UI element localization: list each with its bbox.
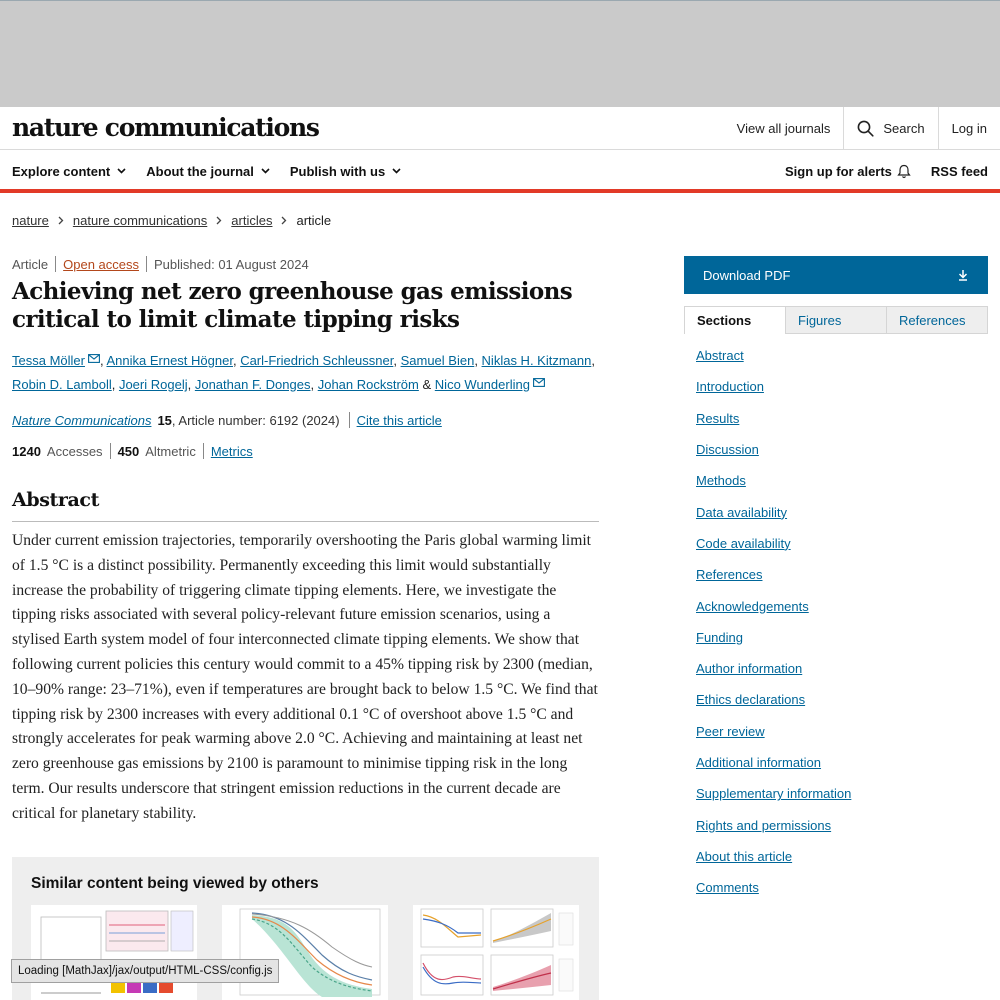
section-link-ethics-declarations[interactable] xyxy=(696,684,851,715)
cite-article-link[interactable]: Cite this article xyxy=(356,412,442,428)
section-link-introduction[interactable] xyxy=(696,371,851,402)
similar-article-thumbnail[interactable] xyxy=(222,905,388,1000)
download-pdf-label: Download PDF xyxy=(703,267,791,283)
article-meta xyxy=(12,255,309,273)
article-type: Article xyxy=(12,256,49,272)
section-link-additional-information[interactable] xyxy=(696,747,851,778)
published-date: Published: 01 August 2024 xyxy=(154,256,309,272)
section-link-label: Data availability xyxy=(696,504,788,520)
mail-icon[interactable] xyxy=(88,354,100,363)
abstract-text: Under current emission trajectories, temporarily overshooting the Paris global warming limit of 1.5 °C is a distinct possibility. Permanently exceeding this limit would substantially increase the probability of triggering climate tipping elements. Here, we investigate the tipping risks associated with several policy-relevant future emission scenarios, using a stylised Earth system model of four interconnected climate tipping elements. We show that following current policies this century would commit to a 45% tipping risk by 2300 (median, 10–90% range: 23–71%), even if temperatures are brought back to below 1.5 °C. We find that tipping risk by 2300 increases with every additional 0.1 °C of overshoot above 1.5 °C and strongly accelerates for peak warming above 2.0 °C. Achieving and maintaining at least net zero greenhouse gas emissions by 2100 is paramount to minimise tipping risk in the long term. Our results underscore that stringent emission reductions in the current decade are critical for planetary stability. xyxy=(12,532,598,822)
divider xyxy=(110,443,111,459)
section-link-label: Author information xyxy=(696,661,803,677)
author-link[interactable]: Carl-Friedrich Schleussner xyxy=(240,353,394,368)
journal-logo[interactable]: nature communications xyxy=(12,113,319,142)
author-link[interactable]: Nico Wunderling xyxy=(434,377,530,392)
view-all-journals-link[interactable]: View all journals xyxy=(736,120,831,136)
sidebar-tabs xyxy=(684,306,988,334)
altmetric-label: Altmetric xyxy=(145,443,196,459)
author-link[interactable]: Samuel Bien xyxy=(400,353,475,368)
divider xyxy=(349,412,350,428)
chevron-down-icon xyxy=(392,168,401,174)
breadcrumb-nature[interactable]: nature xyxy=(12,212,49,228)
author-link[interactable]: Annika Ernest Högner xyxy=(106,353,233,368)
section-link-comments[interactable] xyxy=(696,872,851,903)
tab-figures[interactable]: Figures xyxy=(786,306,887,334)
figure-thumbnail-image xyxy=(413,905,579,1000)
breadcrumb xyxy=(12,210,331,230)
breadcrumb-articles[interactable]: articles xyxy=(231,212,273,228)
download-icon xyxy=(958,269,968,281)
abstract-heading: Abstract xyxy=(12,489,599,522)
metrics-link[interactable]: Metrics xyxy=(210,443,253,459)
section-link-author-information[interactable] xyxy=(696,653,851,684)
section-link-references[interactable] xyxy=(696,559,851,590)
open-access-link[interactable]: Open access xyxy=(63,256,139,272)
section-link-rights-and-permissions[interactable] xyxy=(696,809,851,840)
section-link-label: Additional information xyxy=(696,755,822,770)
breadcrumb-current: article xyxy=(296,212,332,228)
article-title: Achieving net zero greenhouse gas emissions critical to limit climate tipping risks xyxy=(12,278,573,333)
section-link-label: Comments xyxy=(696,880,759,896)
altmetric-count: 450 xyxy=(117,443,140,459)
chevron-right-icon xyxy=(281,216,287,225)
section-link-funding[interactable] xyxy=(696,622,851,653)
chevron-down-icon xyxy=(261,168,270,174)
sign-up-alerts-link[interactable] xyxy=(785,164,911,179)
section-link-label: Code availability xyxy=(696,535,791,551)
section-link-label: Methods xyxy=(696,473,746,489)
main-navigation xyxy=(0,150,1000,193)
citation-line xyxy=(12,410,442,430)
mail-icon[interactable] xyxy=(533,378,545,387)
sign-up-alerts-label: Sign up for alerts xyxy=(785,163,892,179)
author-link[interactable]: Joeri Rogelj xyxy=(118,377,188,392)
similar-article-thumbnail[interactable] xyxy=(31,905,197,1000)
bell-icon xyxy=(897,164,911,179)
section-link-code-availability[interactable] xyxy=(696,528,851,559)
author-list: Tessa Möller , Annika Ernest Högner, Carl-Friedrich Schleussner, Samuel Bien, Niklas H. Kitzmann, Robin D. Lamboll, Joeri Rogelj, Jonathan F. Donges, Johan Rockström & Nico Wunderling xyxy=(12,353,595,392)
volume-number: 15 xyxy=(157,412,172,428)
chevron-right-icon xyxy=(216,216,222,225)
section-link-acknowledgements[interactable] xyxy=(696,590,851,621)
advertisement-banner xyxy=(0,0,1000,107)
section-link-label: Rights and permissions xyxy=(696,817,832,833)
breadcrumb-nature-communications[interactable]: nature communications xyxy=(72,212,208,228)
accesses-label: Accesses xyxy=(46,443,103,459)
section-link-label: About this article xyxy=(696,848,793,864)
author-ampersand: & xyxy=(422,377,432,392)
author-link[interactable]: Tessa Möller xyxy=(12,353,85,368)
tab-references[interactable]: References xyxy=(887,306,988,334)
section-link-label: Results xyxy=(696,410,740,426)
login-link[interactable]: Log in xyxy=(938,107,1000,149)
figure-thumbnail-image xyxy=(222,905,388,1000)
author-link[interactable]: Jonathan F. Donges xyxy=(194,377,311,392)
article-number: , Article number: 6192 (2024) xyxy=(171,412,340,428)
search-icon xyxy=(857,120,874,137)
explore-content-menu[interactable] xyxy=(12,164,126,179)
search-button[interactable] xyxy=(843,107,937,149)
figure-thumbnail-image xyxy=(31,905,197,1000)
section-link-data-availability[interactable] xyxy=(696,496,851,527)
section-link-label: Abstract xyxy=(696,348,744,364)
chevron-down-icon xyxy=(117,168,126,174)
masthead xyxy=(0,107,1000,150)
section-link-abstract[interactable] xyxy=(696,340,851,371)
similar-content-title: Similar content being viewed by others xyxy=(31,875,319,892)
section-link-label: Introduction xyxy=(696,379,764,395)
mathjax-loading-status: Loading [MathJax]/jax/output/HTML-CSS/config.js xyxy=(11,959,279,983)
about-journal-label: About the journal xyxy=(146,163,254,179)
author-link[interactable]: Robin D. Lamboll xyxy=(12,377,112,392)
divider xyxy=(55,256,56,272)
accesses-count: 1240 xyxy=(12,443,41,459)
section-link-label: References xyxy=(696,567,763,583)
author-link[interactable]: Johan Rockström xyxy=(317,377,419,392)
section-link-label: Peer review xyxy=(696,723,765,739)
section-link-supplementary-information[interactable] xyxy=(696,778,851,809)
chevron-right-icon xyxy=(58,216,64,225)
publish-with-us-label: Publish with us xyxy=(289,163,386,179)
section-link-peer-review[interactable] xyxy=(696,716,851,747)
author-link[interactable]: Niklas H. Kitzmann xyxy=(481,353,592,368)
about-journal-menu[interactable] xyxy=(146,164,270,179)
section-link-about-this-article[interactable] xyxy=(696,841,851,872)
section-link-label: Acknowledgements xyxy=(696,598,809,614)
section-link-discussion[interactable] xyxy=(696,434,851,465)
rss-feed-link[interactable]: RSS feed xyxy=(930,163,988,179)
explore-content-label: Explore content xyxy=(12,163,111,179)
section-link-label: Supplementary information xyxy=(696,786,852,802)
divider xyxy=(203,443,204,459)
publish-with-us-menu[interactable] xyxy=(290,164,401,179)
divider xyxy=(146,256,147,272)
section-link-label: Ethics declarations xyxy=(696,692,806,708)
article-metrics xyxy=(12,441,253,461)
journal-name-link[interactable]: Nature Communications xyxy=(12,412,152,428)
section-link-results[interactable] xyxy=(696,403,851,434)
sections-list xyxy=(696,340,851,903)
download-pdf-button[interactable] xyxy=(684,256,988,294)
section-link-label: Funding xyxy=(696,629,743,645)
search-label: Search xyxy=(883,120,925,136)
section-link-methods[interactable] xyxy=(696,465,851,496)
top-links xyxy=(724,107,1000,149)
section-link-label: Discussion xyxy=(696,442,759,458)
similar-article-thumbnail[interactable] xyxy=(413,905,579,1000)
tab-sections[interactable]: Sections xyxy=(684,306,786,334)
